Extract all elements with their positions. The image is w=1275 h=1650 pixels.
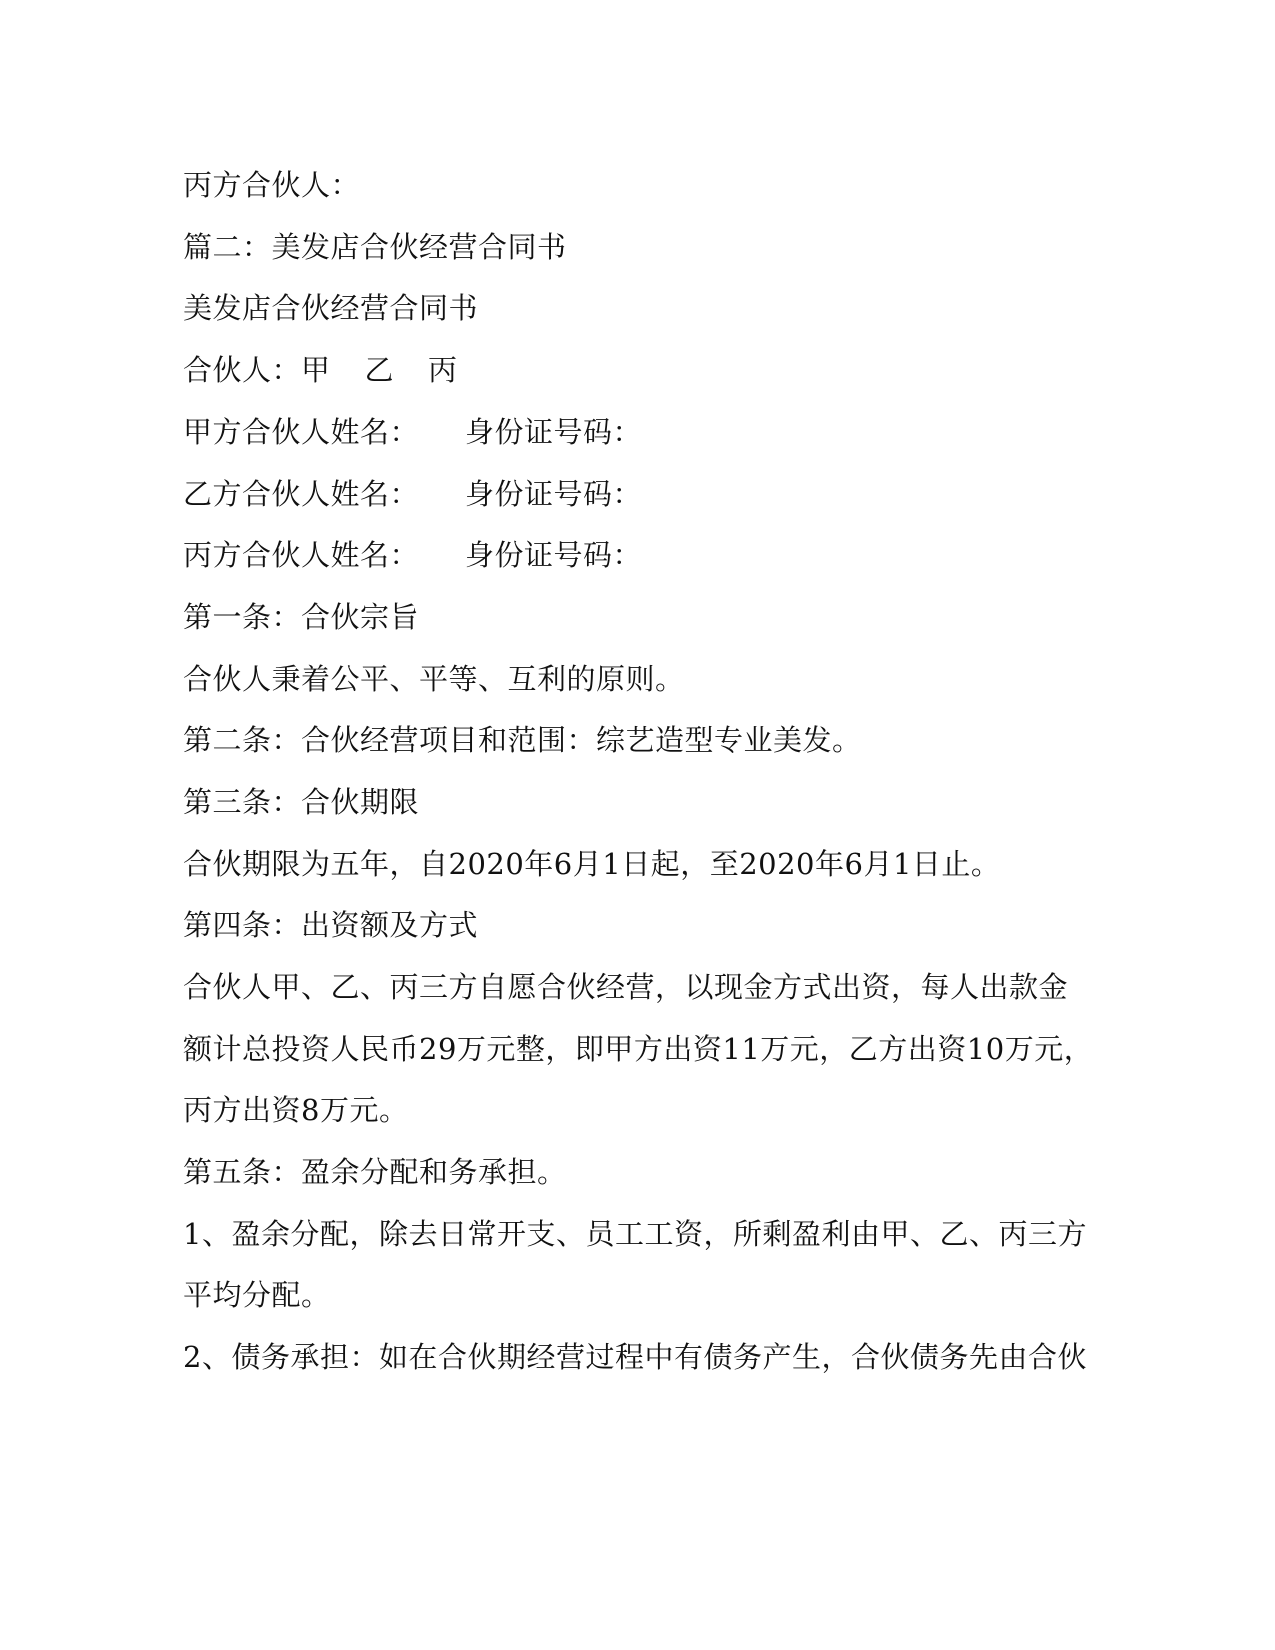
id-number-label: 身份证号码： [465, 538, 643, 572]
partner-b: 乙 [364, 353, 395, 387]
partner-name-label: 丙方合伙人姓名： [183, 538, 420, 572]
section-heading: 篇二：美发店合伙经营合同书 [183, 230, 567, 264]
article-heading: 第三条：合伙期限 [183, 785, 420, 819]
id-number-label: 身份证号码： [465, 415, 643, 449]
id-number-label: 身份证号码： [465, 477, 643, 511]
text-line: 2、债务承担：如在合伙期经营过程中有债务产生，合伙债务先由合伙 [183, 1340, 1087, 1374]
text-line: 1、盈余分配，除去日常开支、员工工资，所剩盈利由甲、乙、丙三方 [183, 1217, 1087, 1251]
partner-a: 甲 [301, 353, 331, 387]
text-line: 合伙期限为五年，自2020年6月1日起，至2020年6月1日止。 [183, 847, 1001, 881]
partner-name-label: 乙方合伙人姓名： [183, 477, 420, 511]
text-line: 额计总投资人民币29万元整，即甲方出资11万元，乙方出资10万元， [183, 1032, 1094, 1066]
text-line: 合伙人秉着公平、平等、互利的原则。 [183, 662, 685, 696]
article-heading: 第四条：出资额及方式 [183, 908, 479, 942]
article-heading: 第五条：盈余分配和务承担。 [183, 1155, 567, 1189]
id-row [183, 414, 642, 450]
article-heading: 第一条：合伙宗旨 [183, 600, 420, 634]
article-heading: 第二条：合伙经营项目和范围：综艺造型专业美发。 [183, 723, 862, 757]
document-title: 美发店合伙经营合同书 [183, 291, 479, 325]
text-line: 平均分配。 [183, 1278, 331, 1312]
partner-name-label: 甲方合伙人姓名： [183, 415, 420, 449]
text-line: 合伙人甲、乙、丙三方自愿合伙经营，以现金方式出资，每人出款金 [183, 970, 1069, 1004]
partners-line [183, 352, 458, 388]
partner-c: 丙 [428, 353, 458, 387]
text-line: 丙方合伙人： [183, 168, 361, 202]
id-row [183, 476, 642, 512]
text-line: 丙方出资8万元。 [183, 1093, 409, 1127]
id-row [183, 537, 642, 573]
partners-label: 合伙人： [183, 353, 302, 387]
